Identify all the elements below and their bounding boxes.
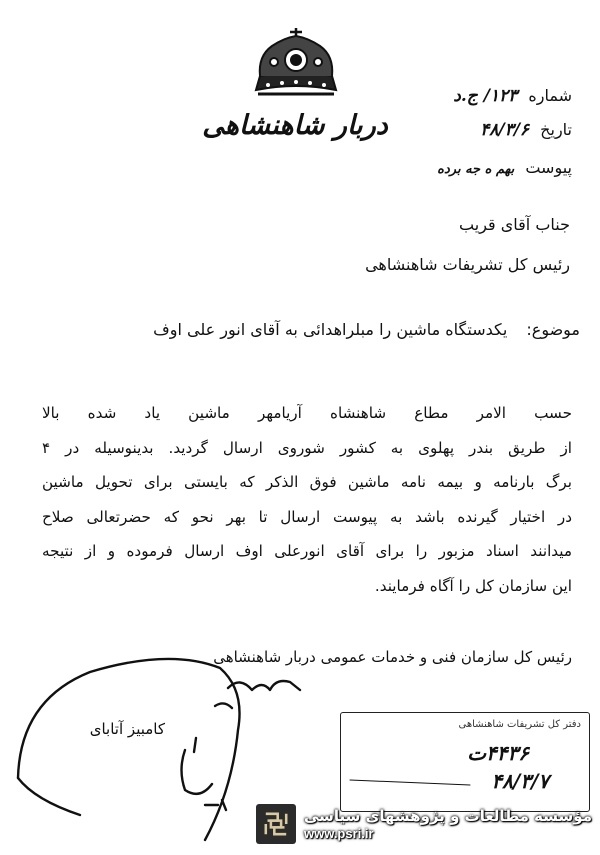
date-value: ۴۸/۳/۶	[480, 120, 530, 140]
letter-number	[382, 86, 572, 106]
body-line: حسب الامر مطاع شاهنشاه آریامهر ماشین یاد شده بالا	[42, 404, 572, 422]
addressee-name: جناب آقای قریب	[459, 215, 570, 234]
body-line: از طریق بندر پهلوی به کشور شوروی ارسال گردید. بدینوسیله در ۴	[42, 438, 572, 457]
stamp-header: دفتر کل تشریفات شاهنشاهی	[458, 719, 581, 730]
body-line: در اختیار گیرنده باشد به پیوست ارسال تا بهر نحو که حضرتعالی صلاح	[42, 507, 572, 526]
body-line: میدانند اسناد مزبور را برای آقای انورعلی اوف ارسال فرموده و از نتیجه	[42, 542, 572, 560]
attachment-value: بهم ه جه برده	[437, 162, 515, 177]
receipt-stamp	[340, 712, 590, 812]
attachment-label: پیوست	[525, 158, 572, 177]
number-label: شماره	[528, 86, 572, 105]
letter-date	[382, 120, 572, 140]
watermark-text	[304, 807, 592, 842]
subject-label: موضوع:	[526, 320, 580, 339]
letter-attachment	[382, 158, 572, 177]
body-line: این سازمان کل را آگاه فرمایند.	[374, 576, 572, 595]
addressee-title: رئیس کل تشریفات شاهنشاهی	[365, 255, 570, 274]
number-value: ۱۲۳/ ج.د	[453, 86, 518, 106]
watermark-name: مؤسسه مطالعات و پژوهشهای سیاسی	[303, 806, 592, 825]
date-label: تاریخ	[540, 120, 572, 139]
stamp-number: ۴۴۳۶ت	[467, 741, 529, 765]
subject-text: یکدستگاه ماشین را مبلراهدائی به آقای انور علی اوف	[153, 320, 508, 339]
signer-name: کامبیز آتابای	[89, 720, 165, 738]
crown-emblem-icon	[248, 28, 344, 100]
watermark	[256, 803, 592, 845]
psri-logo-icon	[256, 804, 296, 844]
subject-line	[110, 320, 580, 339]
body-line: برگ بارنامه و بیمه نامه ماشین فوق الذکر که بایستی برای تحویل ماشین	[42, 473, 572, 491]
stamp-date: ۴۸/۳/۷	[491, 769, 549, 793]
signer-title: رئیس کل سازمان فنی و خدمات عمومی دربار شاهنشاهی	[213, 648, 572, 666]
court-title: دربار شاهنشاهی	[202, 110, 388, 141]
watermark-url: www.psri.ir	[303, 825, 374, 841]
letter-body	[42, 396, 572, 603]
